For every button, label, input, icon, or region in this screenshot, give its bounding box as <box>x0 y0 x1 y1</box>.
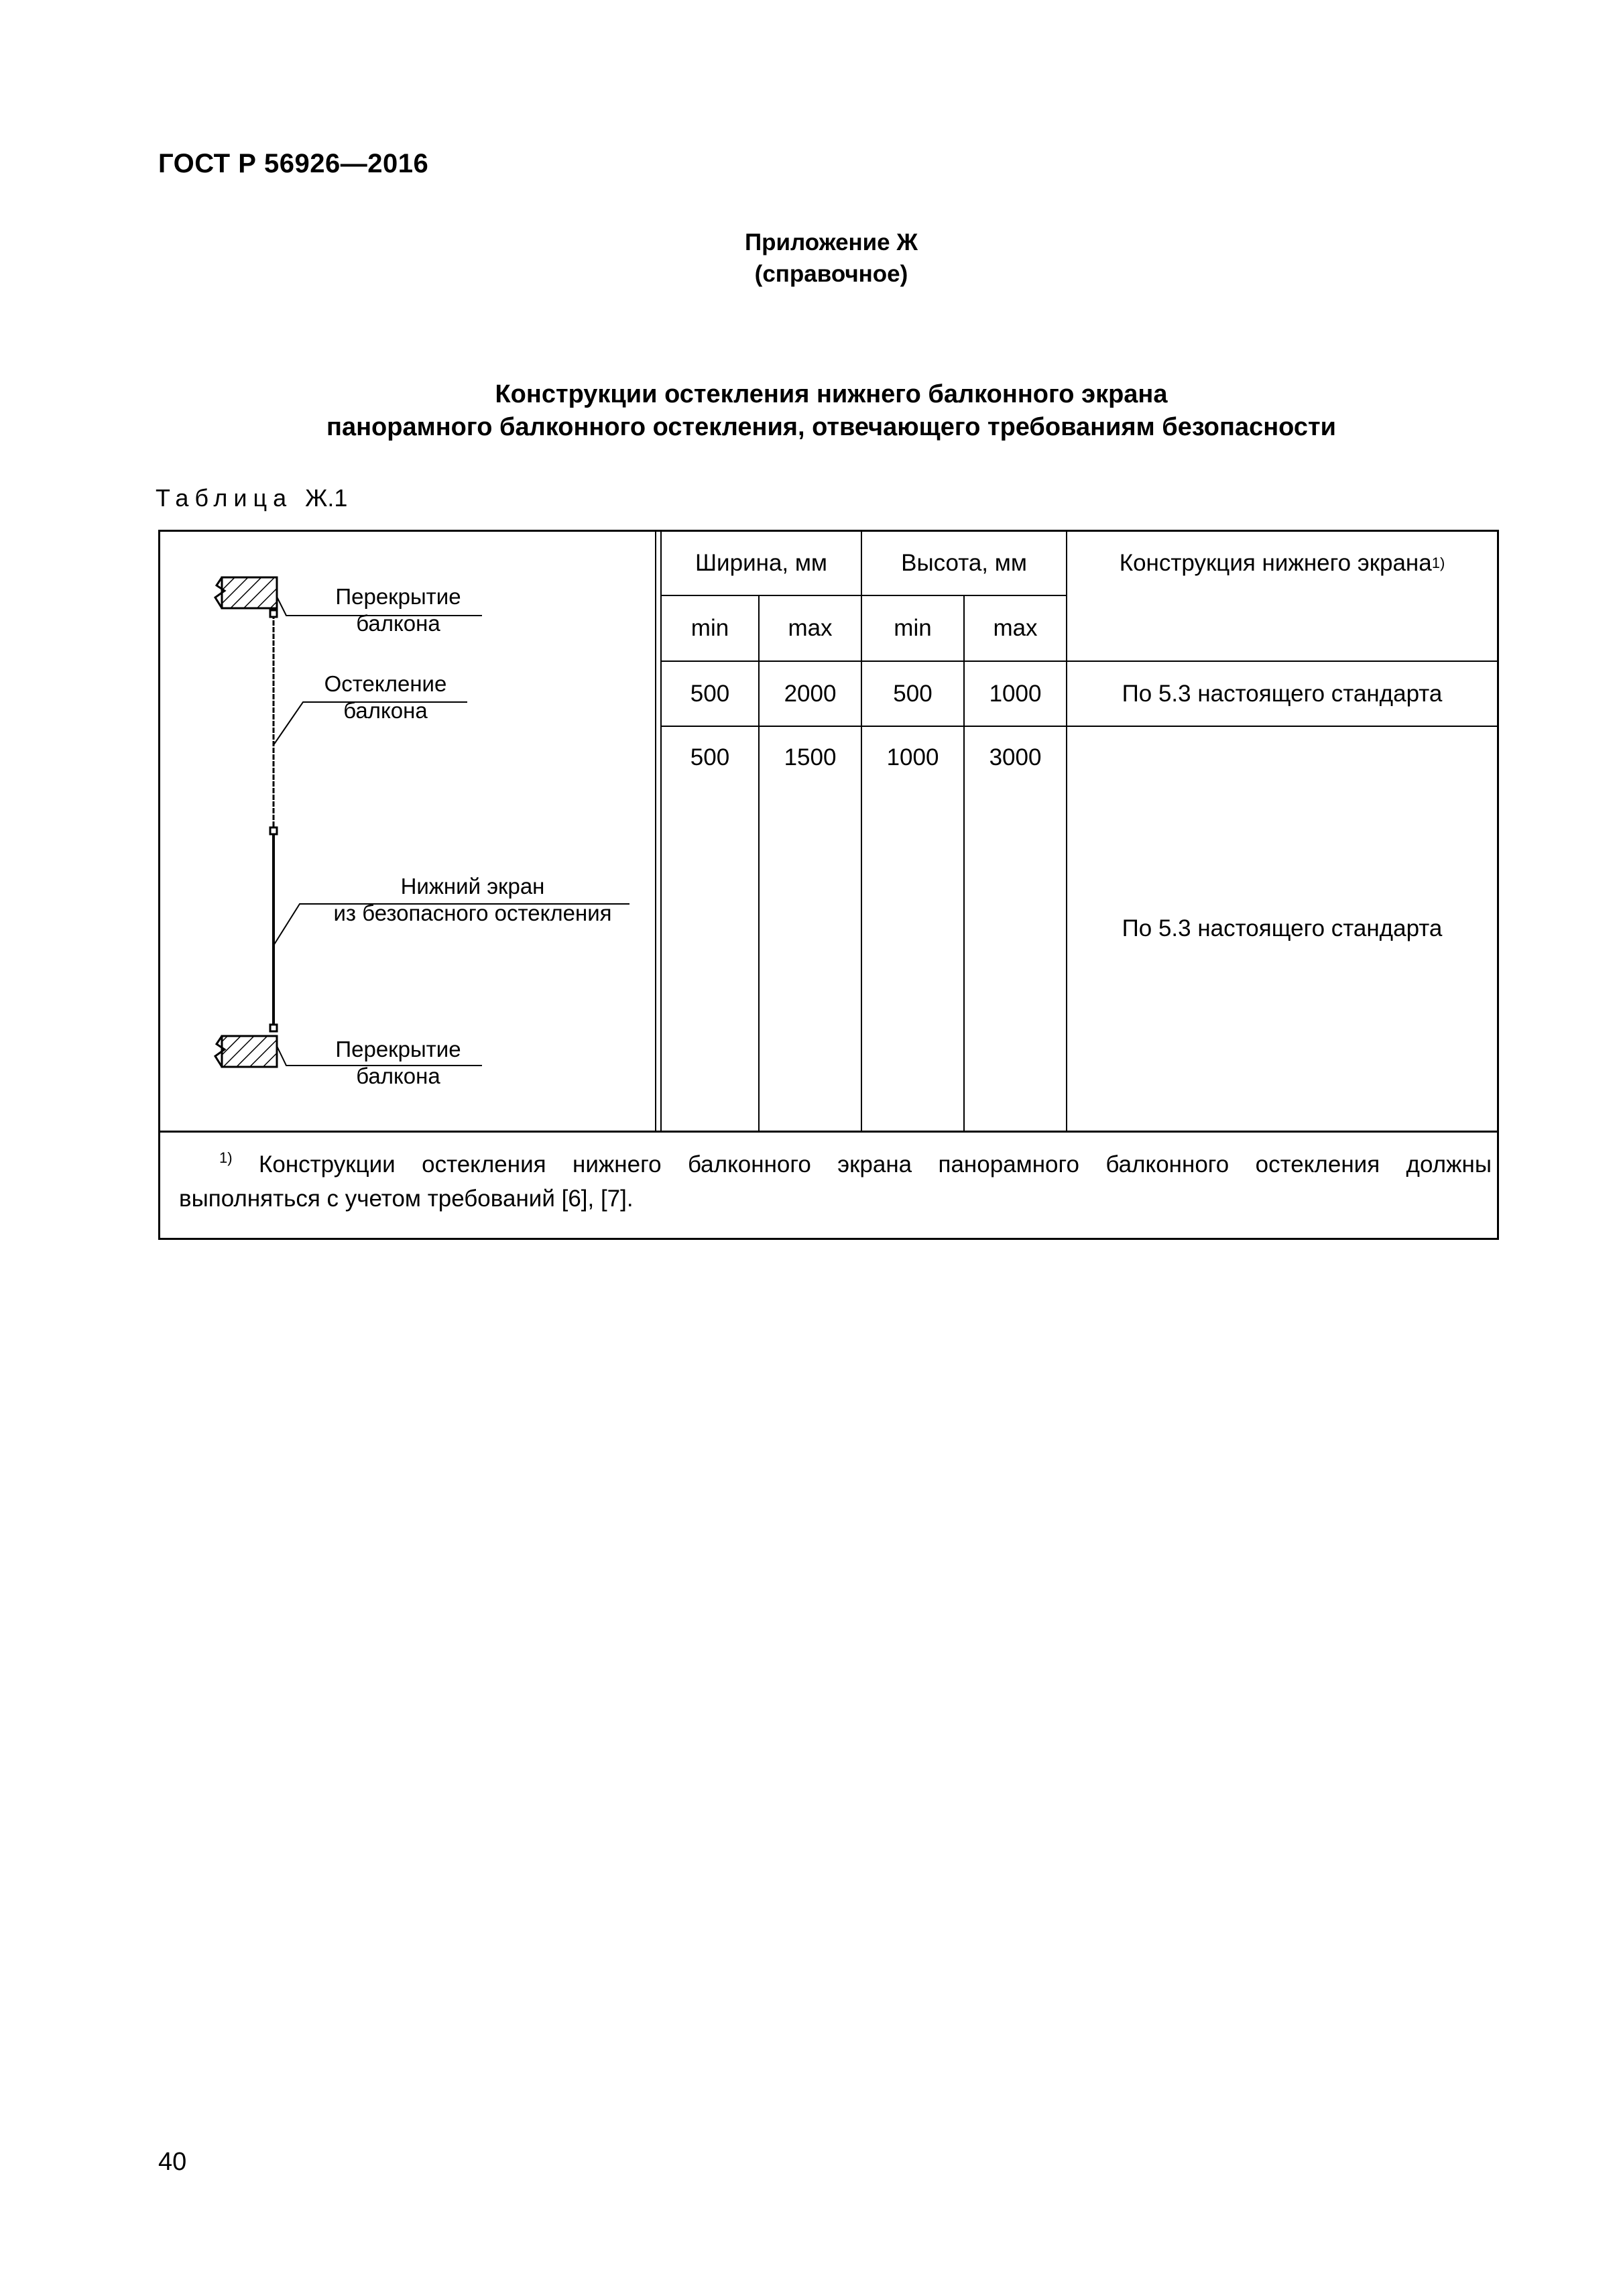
label-lower-screen-2: из безопасного остекления <box>333 901 612 925</box>
header-width: Ширина, мм <box>695 549 827 576</box>
label-top-slab-2: балкона <box>356 611 440 636</box>
header-construction: Конструкция нижнего экрана 1) <box>1119 549 1445 576</box>
row-1-width-min: 500 <box>690 680 730 707</box>
label-top-slab <box>301 583 495 637</box>
figure-column-line-1 <box>655 530 656 1132</box>
row-2-height-max: 3000 <box>989 744 1042 770</box>
label-lower-screen-1: Нижний экран <box>400 874 545 899</box>
label-bottom-slab-1: Перекрытие <box>335 1037 461 1061</box>
header-height-min: min <box>894 615 932 641</box>
row-1-width-max: 2000 <box>784 680 837 707</box>
table-border-right <box>1497 530 1499 1240</box>
row-2-construction: По 5.3 настоящего стандарта <box>1122 915 1443 941</box>
label-glazing-2: балкона <box>343 698 428 723</box>
table-footnote-separator <box>158 1131 1499 1133</box>
connector-middle <box>270 827 277 834</box>
appendix-title-line-2: панорамного балконного остекления, отвечающего требованиям безопасности <box>326 413 1336 441</box>
header-height-max: max <box>993 615 1038 641</box>
header-width-min: min <box>690 615 729 641</box>
row-1-construction: По 5.3 настоящего стандарта <box>1122 680 1443 707</box>
table-caption-word: Таблица <box>156 484 293 512</box>
page-number: 40 <box>158 2148 187 2176</box>
row-1-height-min: 500 <box>893 680 933 707</box>
label-lower-screen <box>315 873 630 927</box>
table-border-bottom <box>158 1238 1499 1240</box>
footnote-text-1: Конструкции остекления нижнего балконного экрана панорамного балконного остекления должны <box>258 1151 1492 1178</box>
table-footnote-line-2: выполняться с учетом требований [6], [7]. <box>179 1186 634 1212</box>
label-glazing-1: Остекление <box>324 671 447 696</box>
label-top-slab-1: Перекрытие <box>335 584 461 609</box>
top-slab <box>215 577 277 608</box>
table-footnote-line-1 <box>179 1148 1492 1182</box>
header-height: Высота, мм <box>901 549 1027 576</box>
bottom-slab <box>215 1036 277 1067</box>
table-caption <box>156 484 347 512</box>
label-bottom-slab-2: балкона <box>356 1064 440 1088</box>
appendix-title-line-1: Конструкции остекления нижнего балконного экрана <box>495 380 1168 408</box>
document-code: ГОСТ Р 56926—2016 <box>158 149 429 178</box>
appendix-label: Приложение Ж <box>744 229 918 255</box>
header-width-max: max <box>788 615 833 641</box>
label-bottom-slab <box>301 1036 495 1090</box>
header-construction-text: Конструкция нижнего экрана <box>1119 549 1432 576</box>
row-2-width-max: 1500 <box>784 744 837 770</box>
row-2-height-min: 1000 <box>886 744 939 770</box>
row-2-width-min: 500 <box>690 744 730 770</box>
label-glazing <box>295 671 476 724</box>
connector-top <box>270 610 277 617</box>
connector-bottom <box>270 1025 277 1031</box>
footnote-mark: 1) <box>219 1149 233 1166</box>
table-caption-number: Ж.1 <box>305 484 348 512</box>
row-1-height-max: 1000 <box>989 680 1042 707</box>
appendix-type: (справочное) <box>754 261 908 287</box>
